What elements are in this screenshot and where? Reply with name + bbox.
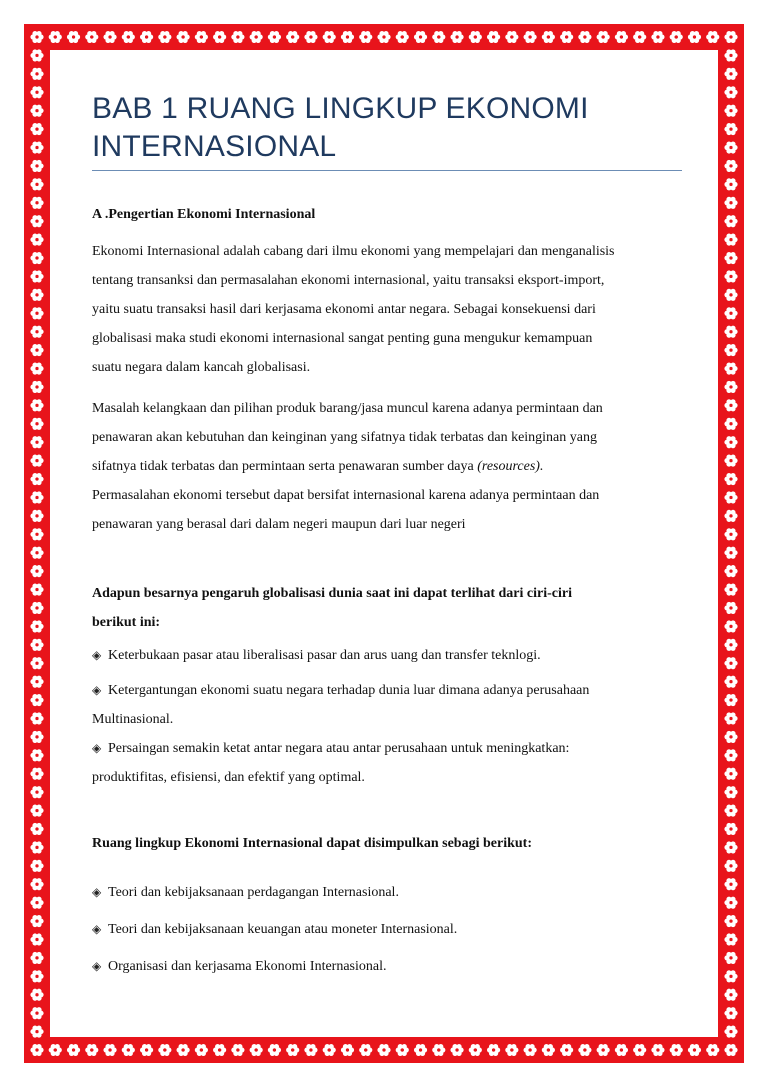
paragraph-line: Masalah kelangkaan dan pilihan produk barang/jasa muncul karena adanya permintaan dan (92, 401, 603, 416)
section-b-heading (92, 579, 682, 637)
resources-term: (resources). (477, 459, 544, 474)
diamond-bullet-icon: ◈ (92, 683, 102, 697)
list-item (92, 915, 682, 944)
section-b-bullet-list (92, 641, 682, 792)
bullet-continuation: Multinasional. (92, 712, 174, 727)
title-line-2: INTERNASIONAL (92, 130, 337, 163)
section-a-heading: A .Pengertian Ekonomi Internasional (92, 207, 316, 222)
diamond-bullet-icon: ◈ (92, 648, 102, 662)
bullet-text: Persaingan semakin ketat antar negara atau antar perusahaan untuk meningkatkan: (108, 741, 570, 756)
bullet-continuation: produktifitas, efisiensi, dan efektif yang optimal. (92, 770, 365, 785)
diamond-bullet-icon: ◈ (92, 959, 102, 973)
list-item (92, 734, 682, 792)
bullet-text: Keterbukaan pasar atau liberalisasi pasar dan arus uang dan transfer teknlogi. (108, 648, 541, 663)
diamond-bullet-icon: ◈ (92, 922, 102, 936)
bullet-line (92, 641, 682, 670)
paragraph-line: yaitu suatu transaksi hasil dari kerjasama ekonomi antar negara. Sebagai konsekuensi dari (92, 302, 596, 317)
bullet-text: Teori dan kebijaksanaan perdagangan Internasional. (108, 885, 399, 900)
paragraph-line: globalisasi maka studi ekonomi internasional sangat penting guna mengukur kemampuan (92, 331, 593, 346)
list-item (92, 952, 682, 981)
bullet-text: Teori dan kebijaksanaan keuangan atau moneter Internasional. (108, 922, 458, 937)
diamond-bullet-icon: ◈ (92, 885, 102, 899)
paragraph-text: sifatnya tidak terbatas dan permintaan serta penawaran sumber daya (92, 459, 478, 474)
paragraph-line: Ekonomi Internasional adalah cabang dari ilmu ekonomi yang mempelajari dan menganalisis (92, 244, 615, 259)
paragraph-line: penawaran yang berasal dari dalam negeri maupun dari luar negeri (92, 517, 466, 532)
paragraph-line: penawaran akan kebutuhan dan keinginan yang sifatnya tidak terbatas dan keinginan yang (92, 430, 597, 445)
section-a-paragraph-1 (92, 237, 682, 382)
section-b-heading-line-1: Adapun besarnya pengaruh globalisasi dunia saat ini dapat terlihat dari ciri-ciri (92, 586, 572, 601)
page-title (92, 90, 682, 171)
title-line-1: BAB 1 RUANG LINGKUP EKONOMI (92, 92, 589, 125)
section-b-heading-line-2: berikut ini: (92, 615, 161, 630)
paragraph-line: tentang transanksi dan permasalahan ekonomi internasional, yaitu transaksi eksport-import, (92, 273, 605, 288)
diamond-bullet-icon: ◈ (92, 741, 102, 755)
paragraph-line (92, 452, 682, 481)
paragraph-line: suatu negara dalam kancah globalisasi. (92, 360, 311, 375)
list-item (92, 676, 682, 734)
section-c-bullet-list (92, 878, 682, 981)
section-c-heading: Ruang lingkup Ekonomi Internasional dapat disimpulkan sebagi berikut: (92, 836, 532, 851)
bullet-line (92, 676, 682, 705)
list-item (92, 641, 682, 670)
bullet-text: Ketergantungan ekonomi suatu negara terhadap dunia luar dimana adanya perusahaan (108, 683, 590, 698)
document-body (92, 90, 682, 981)
bullet-line (92, 734, 682, 763)
list-item (92, 878, 682, 907)
section-a-paragraph-2 (92, 394, 682, 539)
bullet-text: Organisasi dan kerjasama Ekonomi Internasional. (108, 959, 387, 974)
paragraph-line: Permasalahan ekonomi tersebut dapat bersifat internasional karena adanya permintaan dan (92, 488, 600, 503)
